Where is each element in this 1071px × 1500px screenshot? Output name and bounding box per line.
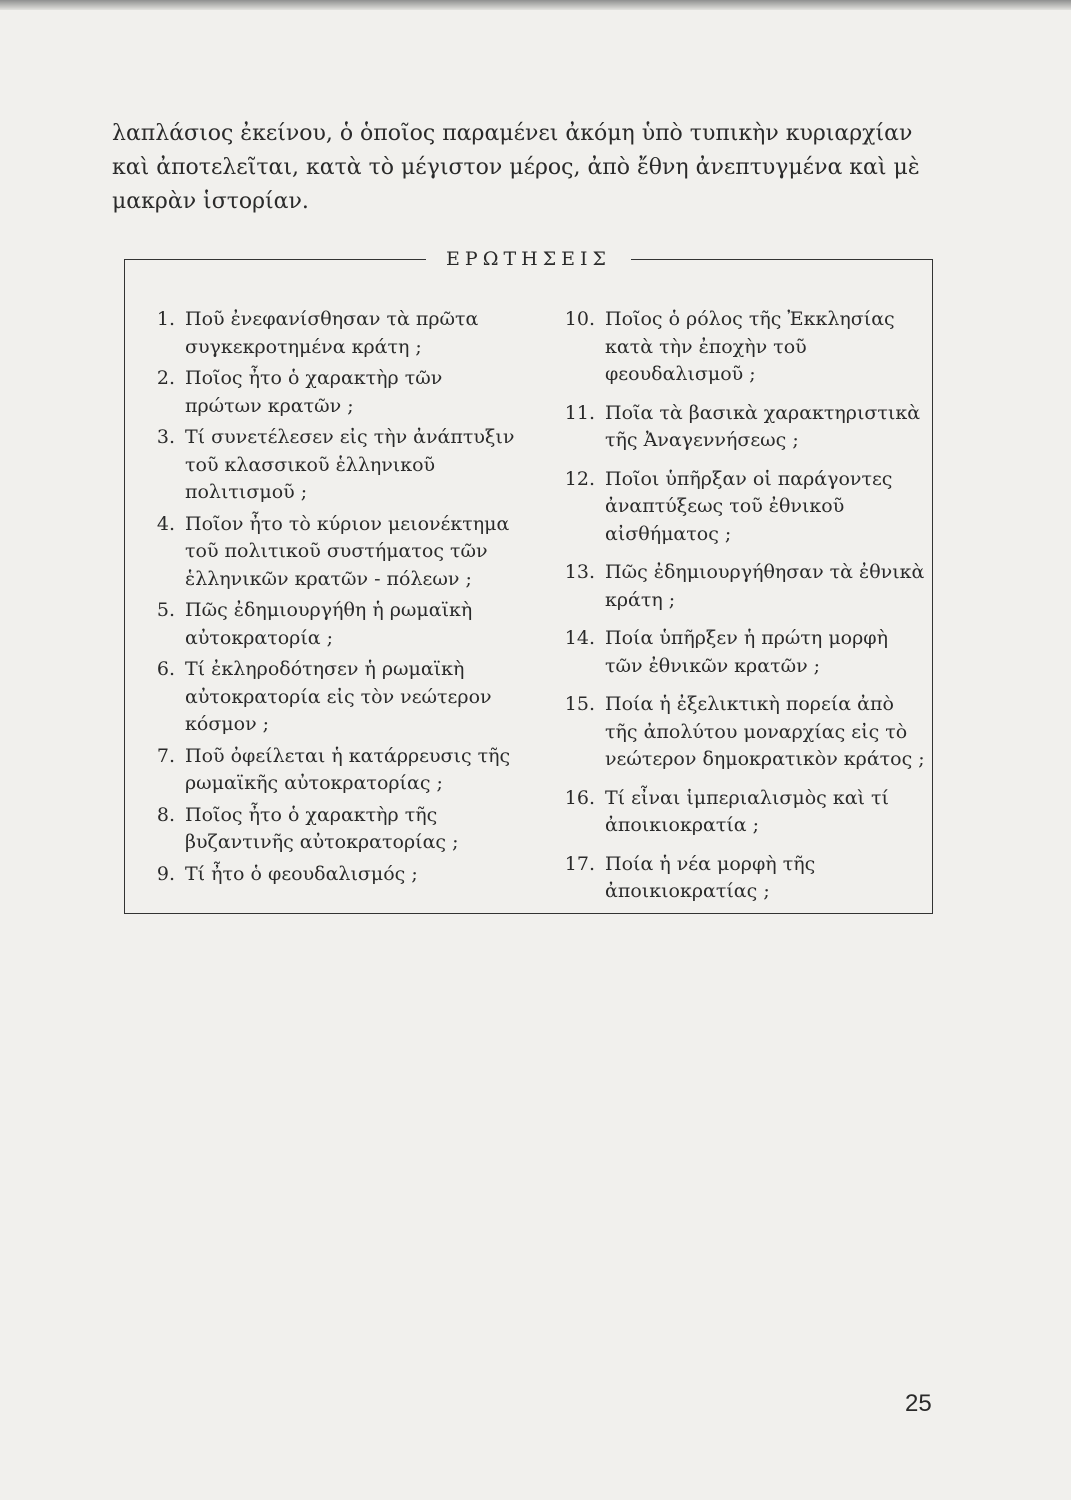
- question-number: 15.: [564, 693, 595, 715]
- question-number: 17.: [564, 852, 595, 875]
- questions-left-column: [137, 306, 517, 892]
- question-number: 1.: [156, 308, 175, 330]
- question-item: [137, 802, 517, 857]
- question-text: Ποία ἡ ἐξελικτικὴ πορεία ἀπὸ τῆς ἀπολύτου μοναρχίας εἰς τὸ νεώτερον δημοκρατικὸν κράτος ;: [605, 693, 925, 770]
- question-text: Ποῖον ἦτο τὸ κύριον μειονέκτημα τοῦ πολιτικοῦ συστήματος τῶν ἑλληνικῶν κρατῶν - πόλεων ;: [185, 512, 510, 590]
- question-text: Τί εἶναι ἱμπεριαλισμὸς καὶ τί ἀποικιοκρατία ;: [605, 786, 889, 836]
- question-text: Ποῦ ἐνεφανίσθησαν τὰ πρῶτα συγκεκροτημένα κράτη ;: [185, 308, 479, 358]
- question-number: 16.: [564, 786, 595, 809]
- question-text: Ποῖοι ὑπῆρξαν οἱ παράγοντες ἀναπτύξεως τοῦ ἐθνικοῦ αἰσθήματος ;: [605, 467, 893, 545]
- question-text: Πῶς ἐδημιουργήθησαν τὰ ἐθνικὰ κράτη ;: [605, 561, 925, 611]
- question-item: [555, 785, 925, 840]
- question-item: [137, 511, 517, 594]
- question-item: [137, 861, 517, 889]
- question-number: 7.: [156, 744, 175, 767]
- question-item: [137, 743, 517, 798]
- question-item: [555, 691, 925, 774]
- question-item: [137, 656, 517, 739]
- question-text: Τί ἦτο ὁ φεουδαλισμός ;: [185, 862, 418, 885]
- question-text: Ποῖος ἦτο ὁ χαρακτὴρ τῶν πρώτων κρατῶν ;: [185, 367, 443, 417]
- question-text: Ποία ἡ νέα μορφὴ τῆς ἀποικιοκρατίας ;: [605, 852, 816, 902]
- question-number: 12.: [564, 467, 595, 490]
- question-number: 13.: [564, 561, 595, 583]
- question-text: Τί ἐκληροδότησεν ἡ ρωμαϊκὴ αὐτοκρατορία εἰς τὸν νεώτερον κόσμον ;: [185, 658, 492, 735]
- question-number: 6.: [156, 658, 175, 680]
- question-item: [555, 400, 925, 455]
- question-number: 11.: [564, 401, 595, 424]
- question-item: [137, 365, 517, 420]
- questions-right-column: [555, 306, 925, 917]
- page-edge: [0, 0, 1071, 10]
- question-number: 5.: [156, 599, 175, 621]
- question-text: Ποῖα τὰ βασικὰ χαρακτηριστικὰ τῆς Ἀναγεννήσεως ;: [605, 401, 921, 451]
- page-number: 25: [905, 1390, 932, 1417]
- question-item: [555, 466, 925, 549]
- question-number: 3.: [156, 426, 175, 448]
- intro-paragraph: λαπλάσιος ἐκείνου, ὁ ὁποῖος παραμένει ἀκόμη ὑπὸ τυπικὴν κυριαρχίαν καὶ ἀποτελεῖται, κατὰ τὸ μέγιστον μέρος, ἀπὸ ἔθνη ἀνεπτυγμένα καὶ μὲ μακρὰν ἱστορίαν.: [112, 121, 920, 214]
- question-number: 9.: [156, 862, 175, 885]
- question-text: Πῶς ἐδημιουργήθη ἡ ρωμαϊκὴ αὐτοκρατορία ;: [185, 599, 473, 649]
- question-text: Ποία ὑπῆρξεν ἡ πρώτη μορφὴ τῶν ἐθνικῶν κρατῶν ;: [605, 627, 888, 677]
- questions-box: [124, 248, 933, 914]
- question-number: 8.: [156, 803, 175, 826]
- question-item: [555, 306, 925, 389]
- question-text: Τί συνετέλεσεν εἰς τὴν ἀνάπτυξιν τοῦ κλασσικοῦ ἑλληνικοῦ πολιτισμοῦ ;: [185, 426, 515, 503]
- question-text: Ποῖος ἦτο ὁ χαρακτὴρ τῆς βυζαντινῆς αὐτοκρατορίας ;: [185, 803, 459, 853]
- question-number: 4.: [156, 512, 175, 535]
- question-item: [137, 424, 517, 507]
- question-text: Ποῖος ὁ ρόλος τῆς Ἐκκλησίας κατὰ τὴν ἐποχὴν τοῦ φεουδαλισμοῦ ;: [605, 308, 895, 385]
- question-number: 10.: [564, 308, 595, 330]
- question-item: [555, 851, 925, 906]
- question-item: [137, 306, 517, 361]
- question-item: [555, 559, 925, 614]
- question-number: 14.: [564, 627, 595, 649]
- questions-title: [125, 247, 932, 271]
- questions-title-text: ΕΡΩΤΗΣΕΙΣ: [426, 248, 631, 270]
- question-item: [137, 597, 517, 652]
- question-number: 2.: [156, 367, 175, 389]
- question-text: Ποῦ ὀφείλεται ἡ κατάρρευσις τῆς ρωμαϊκῆς αὐτοκρατορίας ;: [185, 744, 511, 794]
- question-item: [555, 625, 925, 680]
